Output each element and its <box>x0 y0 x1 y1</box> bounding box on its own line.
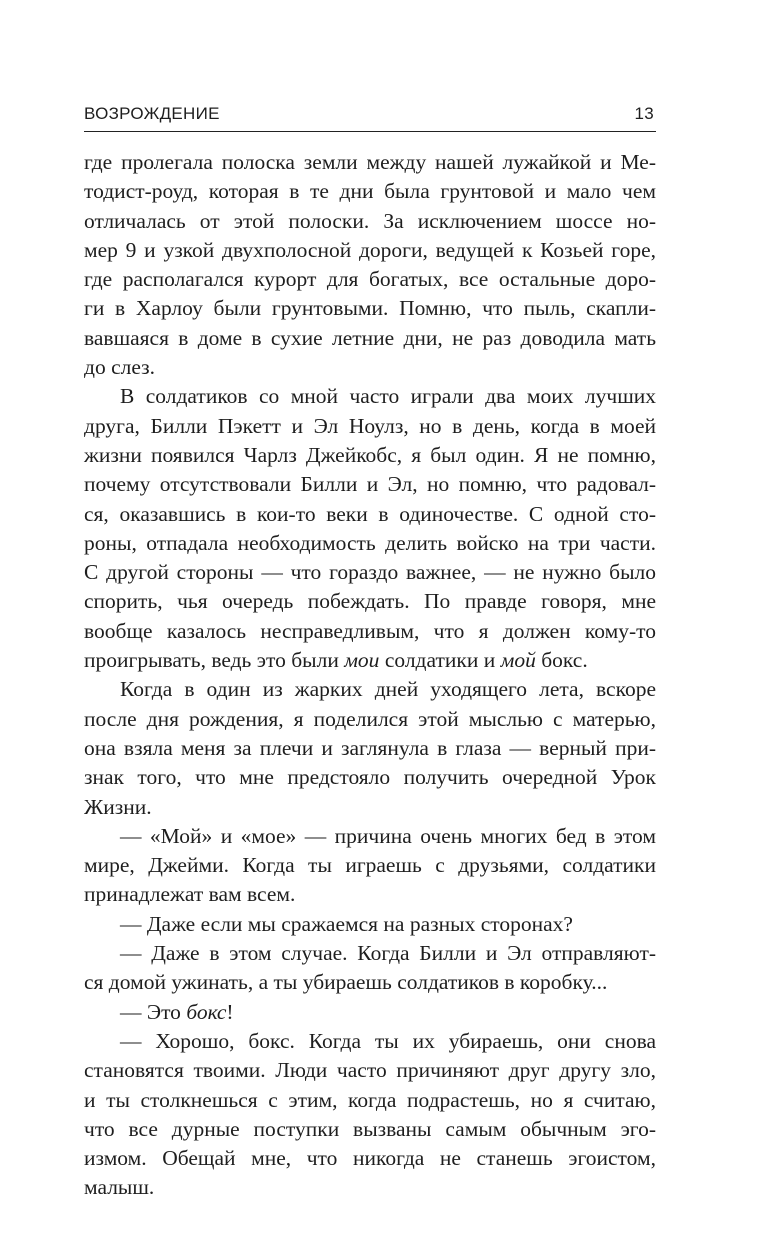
line-text: и ты столкнешься с этим, когда подрастешь, но я считаю, <box>84 1087 656 1112</box>
line-text: друга, Билли Пэкетт и Эл Ноулз, но в день, когда в моей <box>84 413 656 438</box>
text-line <box>84 441 656 470</box>
line-text: тодист-роуд, которая в те дни была грунтовой и мало чем <box>84 179 656 204</box>
italic-word: бокс <box>186 999 227 1024</box>
text-line <box>84 1144 656 1173</box>
text-line <box>84 998 656 1027</box>
text-line <box>84 880 656 909</box>
line-text: Когда в один из жарких дней уходящего лета, вскоре <box>120 677 656 702</box>
line-text: мер 9 и узкой двухполосной дороги, ведущей к Козьей горе, <box>84 237 656 262</box>
text-line <box>84 1056 656 1085</box>
line-text: малыш. <box>84 1175 155 1200</box>
text-line <box>84 1027 656 1056</box>
line-text: — Даже если мы сражаемся на разных сторонах? <box>120 911 573 936</box>
line-text: роны, отпадала необходимость делить войско на три части. <box>84 530 656 555</box>
text-line <box>84 1173 656 1202</box>
text-line <box>84 675 656 704</box>
line-text: до слез. <box>84 355 156 380</box>
line-text: С другой стороны — что гораздо важнее, — не нужно было <box>84 560 656 585</box>
line-text: измом. Обещай мне, что никогда не станешь эгоистом, <box>84 1146 656 1171</box>
text-line <box>84 1086 656 1115</box>
italic-word: мои <box>344 648 380 673</box>
text-line <box>84 236 656 265</box>
line-text: мире, Джейми. Когда ты играешь с друзьями, солдатики <box>84 853 656 878</box>
text-line <box>84 500 656 529</box>
text-line <box>84 617 656 646</box>
line-text: — «Мой» и «мое» — причина очень многих бед в этом <box>120 823 656 848</box>
text-line <box>84 705 656 734</box>
text-line <box>84 822 656 851</box>
text-line <box>84 382 656 411</box>
line-text: становятся твоими. Люди часто причиняют друг другу зло, <box>84 1058 656 1083</box>
text-line <box>84 558 656 587</box>
text-line <box>84 470 656 499</box>
line-text: — Это <box>120 999 187 1024</box>
line-text: она взяла меня за плечи и заглянула в глаза — верный при- <box>84 735 656 760</box>
line-text: В солдатиков со мной часто играли два моих лучших <box>120 384 656 409</box>
line-text: Жизни. <box>84 794 152 819</box>
line-text: ги в Харлоу были грунтовыми. Помню, что пыль, скапли- <box>84 296 656 321</box>
line-text: после дня рождения, я поделился этой мыслью с матерью, <box>84 706 656 731</box>
line-text: вавшаяся в доме в сухие летние дни, не раз доводила мать <box>84 325 656 350</box>
text-line <box>84 324 656 353</box>
text-line <box>84 294 656 323</box>
text-line <box>84 910 656 939</box>
italic-word: мой <box>500 648 536 673</box>
text-line <box>84 851 656 880</box>
line-text: знак того, что мне предстояло получить очередной Урок <box>84 765 656 790</box>
line-text: почему отсутствовали Билли и Эл, но помню, что радовал- <box>84 472 656 497</box>
line-text: вообще казалось несправедливым, что я должен кому-то <box>84 618 656 643</box>
text-line <box>84 968 656 997</box>
chapter-title: ВОЗРОЖДЕНИЕ <box>84 104 220 123</box>
text-line <box>84 763 656 792</box>
text-line <box>84 793 656 822</box>
line-text: ся, оказавшись в кои-то веки в одиночестве. С одной сто- <box>84 501 656 526</box>
page-number: 13 <box>634 104 654 123</box>
text-line <box>84 587 656 616</box>
text-line <box>84 529 656 558</box>
text-line <box>84 148 656 177</box>
text-line <box>84 207 656 236</box>
text-line <box>84 1115 656 1144</box>
line-text: спорить, чья очередь побеждать. По правде говоря, мне <box>84 589 656 614</box>
body-text <box>84 148 656 1203</box>
line-text: солдатики и <box>379 648 501 673</box>
line-text: проигрывать, ведь это были <box>84 648 345 673</box>
line-text: принадлежат вам всем. <box>84 882 296 907</box>
line-text: ся домой ужинать, а ты убираешь солдатиков в коробку... <box>84 970 608 995</box>
line-text: где пролегала полоска земли между нашей лужайкой и Ме- <box>84 150 656 174</box>
line-text: бокс. <box>535 648 588 673</box>
line-text: — Даже в этом случае. Когда Билли и Эл отправляют- <box>120 941 656 966</box>
line-text: отличалась от этой полоски. За исключением шоссе но- <box>84 208 656 233</box>
line-text: где располагался курорт для богатых, все остальные доро- <box>84 267 656 292</box>
text-line <box>84 939 656 968</box>
text-line <box>84 646 656 675</box>
text-line <box>84 734 656 763</box>
line-text: ! <box>226 999 234 1024</box>
line-text: жизни появился Чарлз Джейкобс, я был один. Я не помню, <box>84 442 656 467</box>
text-line <box>84 412 656 441</box>
text-line <box>84 353 656 382</box>
header-rule <box>84 131 656 132</box>
line-text: — Хорошо, бокс. Когда ты их убираешь, они снова <box>120 1028 656 1053</box>
text-line <box>84 265 656 294</box>
line-text: что все дурные поступки вызваны самым обычным эго- <box>84 1116 656 1141</box>
text-line <box>84 177 656 206</box>
